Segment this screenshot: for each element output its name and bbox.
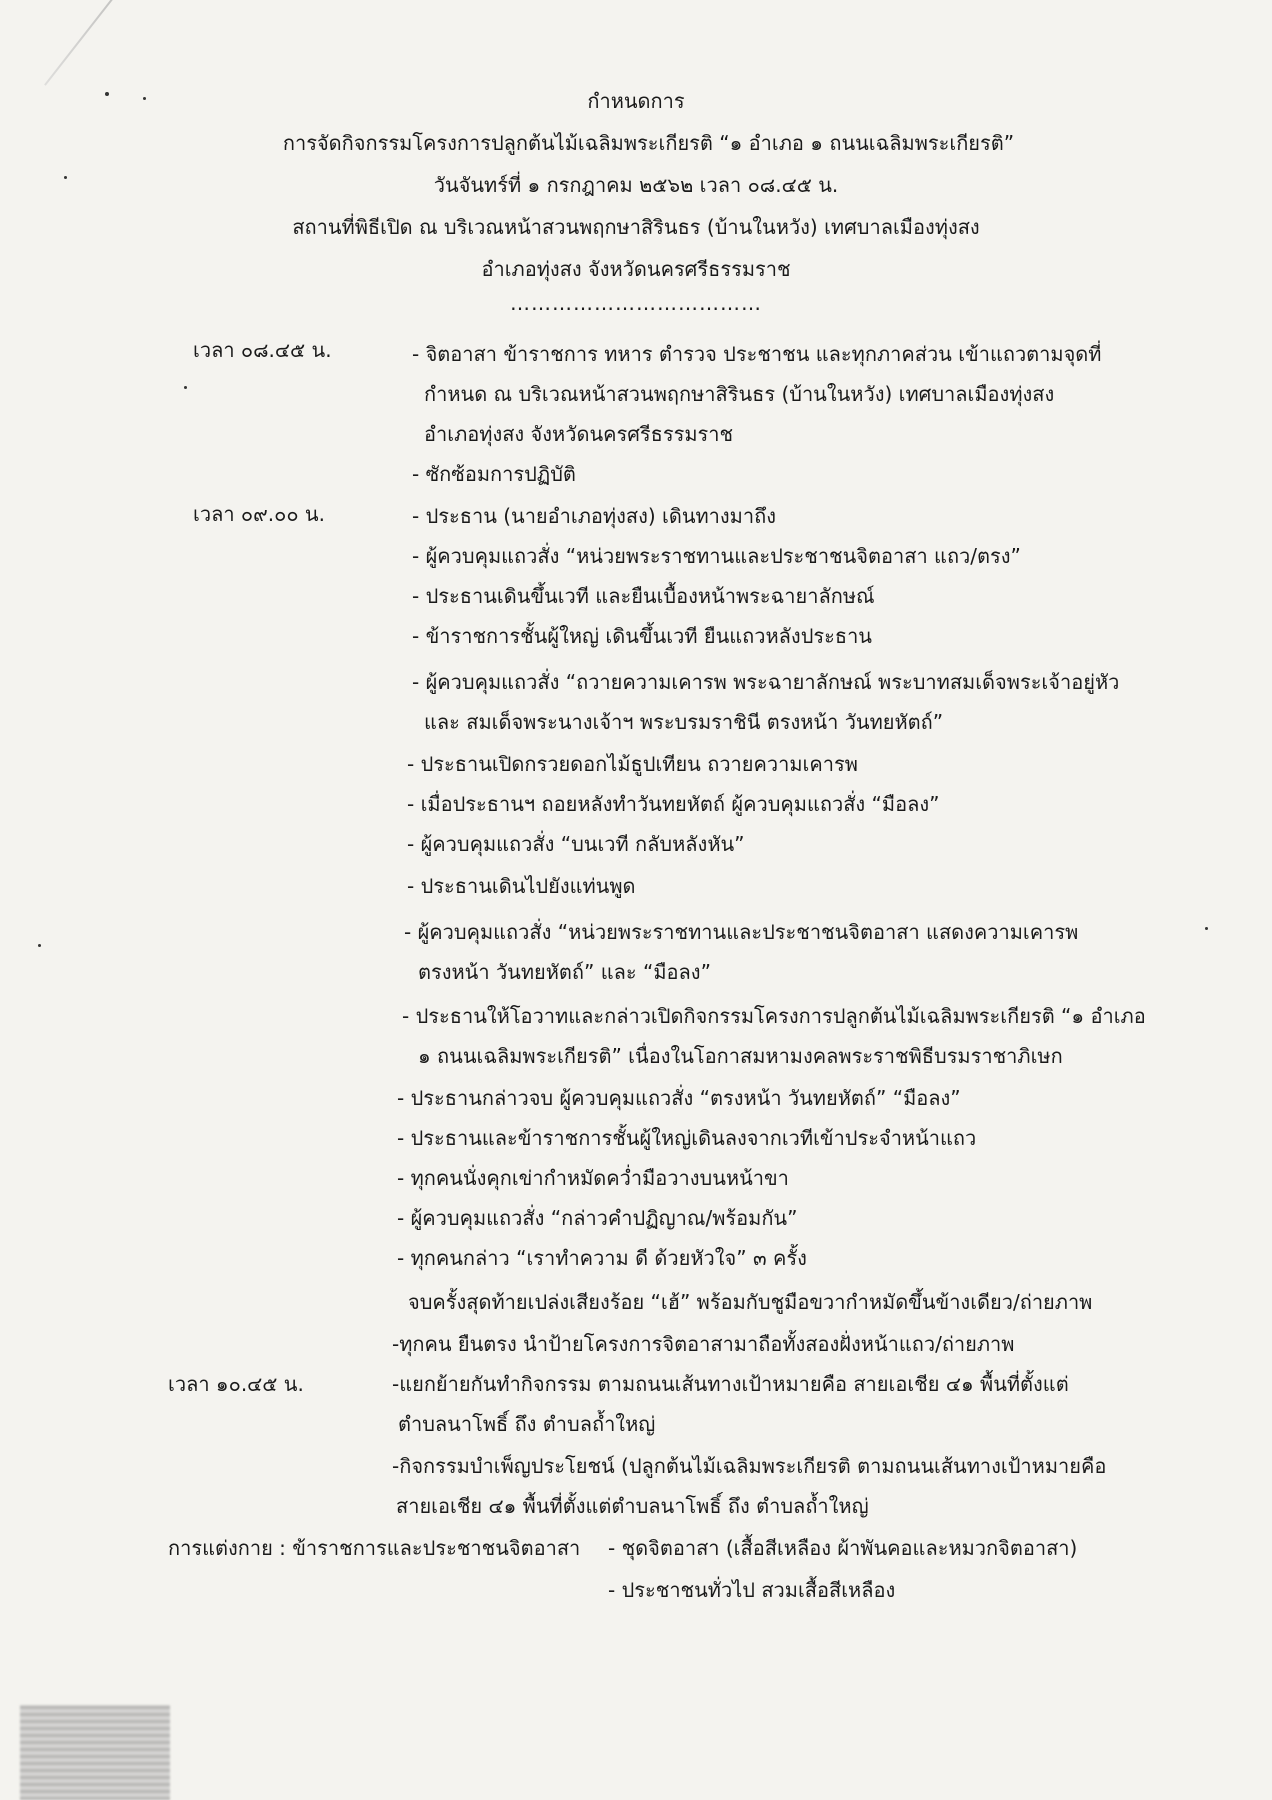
header-line-4: อำเภอทุ่งสง จังหวัดนครศรีธรรมราช (481, 257, 791, 281)
schedule-line: - ผู้ควบคุมแถวสั่ง “หน่วยพระราชทานและประชาชนจิตอาสา แสดงความเคารพ (404, 920, 1079, 944)
scan-artifact-line (44, 0, 119, 86)
schedule-line: - ซักซ้อมการปฏิบัติ (412, 462, 576, 486)
dress-code-item: - ชุดจิตอาสา (เสื้อสีเหลือง ผ้าพันคอและหมวกจิตอาสา) (608, 1536, 1078, 1560)
schedule-line: - ทุกคนนั่งคุกเข่ากำหมัดคว่ำมือวางบนหน้าขา (397, 1166, 789, 1190)
scan-speck (1205, 927, 1208, 930)
schedule-line: - ประธานเปิดกรวยดอกไม้ธูปเทียน ถวายความเคารพ (407, 752, 858, 776)
schedule-line: และ สมเด็จพระนางเจ้าฯ พระบรมราชินี ตรงหน้า วันทยหัตถ์” (424, 710, 944, 734)
header-separator: ……………………………… (510, 291, 762, 315)
schedule-line: กำหนด ณ บริเวณหน้าสวนพฤกษาสิรินธร (บ้านในหวัง) เทศบาลเมืองทุ่งสง (424, 382, 1055, 406)
schedule-line: สายเอเชีย ๔๑ พื้นที่ตั้งแต่ตำบลนาโพธิ์ ถึง ตำบลถ้ำใหญ่ (396, 1494, 869, 1518)
time-label: เวลา ๑๐.๔๕ น. (168, 1372, 304, 1396)
time-label: เวลา ๐๙.๐๐ น. (193, 502, 325, 526)
schedule-line: - ผู้ควบคุมแถวสั่ง “ถวายความเคารพ พระฉายาลักษณ์ พระบาทสมเด็จพระเจ้าอยู่หัว (412, 670, 1120, 694)
schedule-line: - ประธาน (นายอำเภอทุ่งสง) เดินทางมาถึง (412, 504, 776, 528)
schedule-line: - ประธานและข้าราชการชั้นผู้ใหญ่เดินลงจากเวทีเข้าประจำหน้าแถว (397, 1126, 977, 1150)
schedule-line: - ประธานเดินไปยังแท่นพูด (407, 874, 636, 898)
schedule-line: - ประธานให้โอวาทและกล่าวเปิดกิจกรรมโครงการปลูกต้นไม้เฉลิมพระเกียรติ “๑ อำเภอ (402, 1004, 1146, 1028)
scan-speck (184, 386, 187, 389)
schedule-line: -แยกย้ายกันทำกิจกรรม ตามถนนเส้นทางเป้าหมายคือ สายเอเชีย ๔๑ พื้นที่ตั้งแต่ (392, 1372, 1069, 1396)
schedule-line: - ผู้ควบคุมแถวสั่ง “บนเวที กลับหลังหัน” (407, 832, 745, 856)
schedule-line: - ข้าราชการชั้นผู้ใหญ่ เดินขึ้นเวที ยืนแถวหลังประธาน (412, 624, 872, 648)
schedule-line: - ผู้ควบคุมแถวสั่ง “กล่าวคำปฏิญาณ/พร้อมกัน” (397, 1206, 798, 1230)
schedule-line: ๑ ถนนเฉลิมพระเกียรติ” เนื่องในโอกาสมหามงคลพระราชพิธีบรมราชาภิเษก (418, 1044, 1063, 1068)
time-label: เวลา ๐๘.๔๕ น. (193, 338, 332, 362)
schedule-line: - ประธานกล่าวจบ ผู้ควบคุมแถวสั่ง “ตรงหน้า วันทยหัตถ์” “มือลง” (397, 1086, 961, 1110)
schedule-line: อำเภอทุ่งสง จังหวัดนครศรีธรรมราช (424, 422, 734, 446)
scan-shadow (20, 1705, 170, 1800)
header-line-1: การจัดกิจกรรมโครงการปลูกต้นไม้เฉลิมพระเกียรติ “๑ อำเภอ ๑ ถนนเฉลิมพระเกียรติ” (282, 131, 1015, 155)
schedule-line: ตำบลนาโพธิ์ ถึง ตำบลถ้ำใหญ่ (398, 1412, 656, 1436)
schedule-line: จบครั้งสุดท้ายเปล่งเสียงร้อย “เฮ้” พร้อมกับชูมือขวากำหมัดขึ้นข้างเดียว/ถ่ายภาพ (408, 1290, 1093, 1314)
dress-code-label: การแต่งกาย : ข้าราชการและประชาชนจิตอาสา (168, 1536, 581, 1560)
schedule-line: - จิตอาสา ข้าราชการ ทหาร ตำรวจ ประชาชน และทุกภาคส่วน เข้าแถวตามจุดที่ (412, 342, 1102, 366)
schedule-line: - ทุกคนกล่าว “เราทำความ ดี ด้วยหัวใจ” ๓ ครั้ง (397, 1246, 807, 1270)
schedule-line: - เมื่อประธานฯ ถอยหลังทำวันทยหัตถ์ ผู้ควบคุมแถวสั่ง “มือลง” (407, 792, 940, 816)
schedule-line: - ผู้ควบคุมแถวสั่ง “หน่วยพระราชทานและประชาชนจิตอาสา แถว/ตรง” (412, 544, 1021, 568)
scan-speck (38, 944, 41, 947)
schedule-line: ตรงหน้า วันทยหัตถ์” และ “มือลง” (418, 960, 711, 984)
schedule-line: - ประธานเดินขึ้นเวที และยืนเบื้องหน้าพระฉายาลักษณ์ (412, 584, 875, 608)
header-line-2: วันจันทร์ที่ ๑ กรกฎาคม ๒๕๖๒ เวลา ๐๘.๔๕ น. (433, 173, 839, 197)
document-header (0, 80, 1272, 316)
header-line-3: สถานที่พิธีเปิด ณ บริเวณหน้าสวนพฤกษาสิรินธร (บ้านในหวัง) เทศบาลเมืองทุ่งสง (292, 215, 980, 239)
schedule-line: -กิจกรรมบำเพ็ญประโยชน์ (ปลูกต้นไม้เฉลิมพระเกียรติ ตามถนนเส้นทางเป้าหมายคือ (392, 1454, 1107, 1478)
schedule-line: -ทุกคน ยืนตรง นำป้ายโครงการจิตอาสามาถือทั้งสองฝั่งหน้าแถว/ถ่ายภาพ (392, 1332, 1015, 1356)
document-title: กำหนดการ (587, 89, 685, 113)
dress-code-item: - ประชาชนทั่วไป สวมเสื้อสีเหลือง (608, 1578, 896, 1602)
